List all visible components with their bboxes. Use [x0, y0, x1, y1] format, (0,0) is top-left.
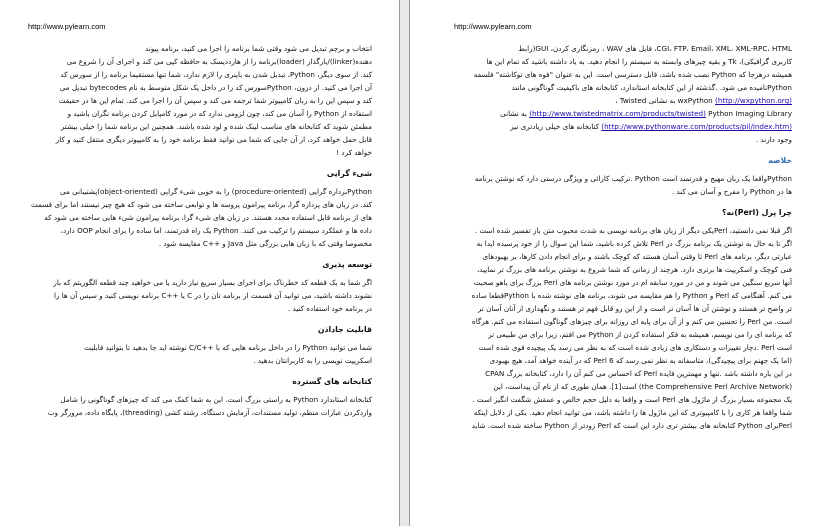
paragraph-line: است Perl .دچار تغییرات و دستکاری های زیادی شده است که به نظر می رسد یک پیچیده قوی شده است	[478, 343, 792, 352]
paragraph-line: شما واقعا هر کاری را با کامپیوتری که این ماژول ها را داشته باشد، می توانید انجام دهید. یکی از دلایل اینکه	[473, 408, 792, 417]
paragraph-line: Pythonنامیده می شود. .گذشته از این کتابخانه استاندارد، کتابخانه های باکیفیت گوناگونی مانند	[511, 83, 792, 92]
paragraph-line: استفاده از Python را آسان می کند، چون لزومی ندارد که در مورد کامپایل کردن برنامه نگران باشید و	[67, 109, 372, 118]
lib-name: Python Imaging Library به نشانی	[500, 109, 792, 118]
paragraph-line: CGI، FTP، Email، XML، XML-RPC، HTML، فایل های WAV ، رمزنگاری کردن، GUI(رابط	[518, 44, 792, 53]
paragraph-line: اگر تا به حال به نوشتن یک برنامه بزرگ در Perl تلاش کرده باشید، شما این سوال را از خود پرسیده ایدا به	[476, 239, 792, 248]
section-heading-embeddable: قابلیت جاداذن	[317, 325, 372, 334]
section-heading-libraries: کتابخانه های گسترده	[292, 377, 372, 386]
paragraph-line: اگر شما به یک قطعه کد خطرناک برای اجرای بسیار سریع نیاز دارید یا می خواهید چند قطعه الگوریتم که باز	[53, 278, 372, 287]
paragraph-line: نشوند داشته باشید، می توانید آن قسمت از برنامه تان را در C یا ++C برنامه نویسی کنید و سپس آن ها را	[53, 291, 372, 300]
section-heading-oop: شیء گرایی	[326, 169, 372, 178]
paragraph-line: یک مجموعه بسیار بزرگ از ماژول های Perl است و واقعا به دلیل حجم خالص و عمقش شگفت انگیز است .	[472, 395, 792, 404]
twisted-link[interactable]: (http://www.twistedmatrix.com/products/twisted)	[529, 109, 706, 118]
paragraph-line: کتابخانه استاندارد Python به راستی بزرگ است. این به شما کمک می کند که چیزهای گوناگونی را شامل	[60, 395, 372, 404]
paragraph-line: کاربری گرافیکی)، Tk و بقیه چیزهای وابسته به سیستم را انجام دهید. به یاد داشته باشید که تمام این ها	[486, 57, 792, 66]
paragraph-line: آنها سریع سنگین می شوند و من در مورد سابقه ام در مورد نوشتن برنامه های Perl بزرگ برای یاهو صحبت	[473, 278, 792, 287]
lib-name: کتابخانه های خیلی زیادتری نیز	[510, 122, 599, 131]
paragraph-line: (اما یک جهنم برای پیچیدگی)، متاسفانه به نظر نمی رسد که 6 Perl که در آینده خواهد آمد، هیچ بهبودی	[489, 356, 792, 365]
paragraph-line: می کنم. آهنگامی که Perl و Python را هم مقایسه می شوند، برنامه های نوشته شده با Pythonقطعا ساده	[471, 291, 792, 300]
right-column	[454, 42, 792, 432]
paragraph-line: در این باره داشته باشد .تنها و مهمترین فایده Perl که احساس می کنم آن را دارد، کتابخانه بزرگ CPAN	[485, 369, 792, 378]
paragraph-line: (the Comprehensive Perl Archive Network) است[1]. همان طوری که از نام آن پیداست، این	[493, 382, 792, 391]
paragraph-line: مخصوصا وقتی که با زبان هایی بزرگی مثل Java و ++C مقایسه شود .	[158, 239, 372, 248]
paragraph-line: فنی کوچک و اسکریپت ها برتری دارد. هرچند از زمانی که شما شروع به نوشتن برنامه های بزرگ تر نمایید،	[476, 265, 792, 274]
paragraph-line: خواهد کرد !	[336, 148, 372, 157]
lib-name: wxPython	[677, 96, 713, 105]
left-column	[28, 42, 372, 419]
paragraph-line: در برنامه خود استفاده کنید .	[287, 304, 372, 313]
paragraph-line: کند. در زبان های پردازه گرا، برنامه پیرامون پروسه ها و توابعی ساخته می شود که هیچ چیز نیستند اما برای قسمت	[31, 200, 372, 209]
paragraph-line: اگر قبلا نمی دانستید، Perlیکی دیگر از زبان های برنامه نویسی به شدت محبوب متن باز تفسیر شده است .	[474, 226, 792, 235]
paragraph-line	[454, 120, 792, 133]
paragraph-line: است. من Perl را تحسین می کنم و از آن برای پایه ای روزانه برای چیزهای گوناگون استفاده می کنم. هرگاه	[471, 317, 792, 326]
pil-link[interactable]: (http://www.pythonware.com/products/pil/index.htm)	[601, 122, 792, 131]
paragraph-line	[454, 94, 792, 107]
paragraph-line: قابل حمل خواهد کرد، از آن جایی که شما می توانید فقط برنامه خود را به کامپیوتر دیگری منتقل کنید و کار	[55, 135, 372, 144]
paragraph-line: شما می توانید Python را در داخل برنامه هایی که با ++C/C نوشته اید جا بدهید تا بتوانید قابلیت	[84, 343, 372, 352]
paragraph-line: که برنامه ای را می نویسم، همیشه به فکر استفاده کردن از Python می افتم، زیرا برای من طبیعی تر	[488, 330, 792, 339]
paragraph-line: واردکردن عبارات منظم، تولید مستندات، آزمایش دستگاه، رشته کشی (threading)، پایگاه داده، مرورگر وب	[47, 408, 372, 417]
paragraph-line: همیشه درهرجا که Python نصب شده باشد، قابل دسترسی است. این به عنوان "فوه های توکاشته" فلسفه	[473, 70, 792, 79]
paragraph-line: Pythonبرداره گرایی (procedure-oriented) را به خوبی شیء گرایی (object-oriented)پشتیبانی می	[59, 187, 372, 196]
paragraph-line: عبارتی دیگر، برنامه های Perl تا وقتی آسان هستند که کوچک باشند و برای انجام دادن کارها، بر بهبودهای	[482, 252, 792, 261]
section-heading-extensible: توسعه پذیری	[322, 260, 372, 269]
paragraph-line: Pythonواقعا یک زبان مهیج و قدرتمند است Python .ترکیب کارائی و ویژگی درستی دارد که نوشتن برنامه	[474, 174, 792, 183]
paragraph-line	[454, 107, 792, 120]
header-url[interactable]: http://www.pylearn.com	[454, 22, 532, 31]
lib-name: به نشانی Twisted ،	[615, 96, 676, 105]
paragraph-line: کند. از سوی دیگر، Python، تبدیل شدن به باینری را لازم ندارد، شما تنها مستقیما برنامه را از سورس کد	[60, 70, 372, 79]
header-url[interactable]: http://www.pylearn.com	[28, 22, 106, 31]
wxpython-link[interactable]: (http://wxpython.org)	[715, 96, 792, 105]
paragraph-line: های از برنامه قابل استفاده مجدد هستند. در زبان های شیء گرا، برنامه پیرامون شیء هایی ساخته می شود که	[44, 213, 372, 222]
section-heading-why-not-perl: چرا پرل (Perl)نه؟	[722, 208, 792, 217]
paragraph-line: داده ها و عملکرد سیستم را ترکیب می کنند. Python یک راه قدرتمند، اما ساده را برای انجام OOP دارد،	[60, 226, 372, 235]
paragraph-line: تر واضح تر هستند و نوشتن آن ها آسان تر است و از این رو قابل فهم تر هستند و نگهداری از آنان آسان تر	[477, 304, 792, 313]
paragraph-line: کند و سپس این را به زبان کامپیوتر شما ترجمه می کند و سپس آن را اجرا می کند. تمام این ها در حقیقت	[58, 96, 372, 105]
section-heading-summary: خلاصه	[768, 156, 792, 165]
paragraph-line: وجود دارند .	[755, 135, 792, 144]
paragraph-line: ها در Python را مفرح و آسان می کند .	[671, 187, 792, 196]
paragraph-line: انتخاب و برچم تبدیل می شود وقتی شما برنامه را اجرا می کنید، برنامه پیوند	[145, 44, 372, 53]
paragraph-line: آن اجرا می کنید. از درون، Pythonسورس کد را در داخل یک شکل متوسط به نام bytecodes تبدیل می	[59, 83, 372, 92]
paragraph-line: Perlبرای Python کتابخانه های بیشتر تری دارد این است که Perl زودتر از Python ساخته شده است. شاید	[471, 421, 792, 430]
paragraph-line: مطمئن شوید که کتابخانه های مناسب لینک شده و لود شده باشند. همچنین این برنامه شما را خیلی بیشتر	[60, 122, 372, 131]
right-page	[409, 0, 818, 526]
paragraph-line: اسکریپت نویسی را به کاربرانتان بدهید .	[253, 356, 372, 365]
left-page	[0, 0, 400, 526]
paragraph-line: دهنده(linker)/بارگذار (loader)برنامه را از هارددیسک به حافظه کپی می کند و اجرای آن را شروع می	[66, 57, 372, 66]
